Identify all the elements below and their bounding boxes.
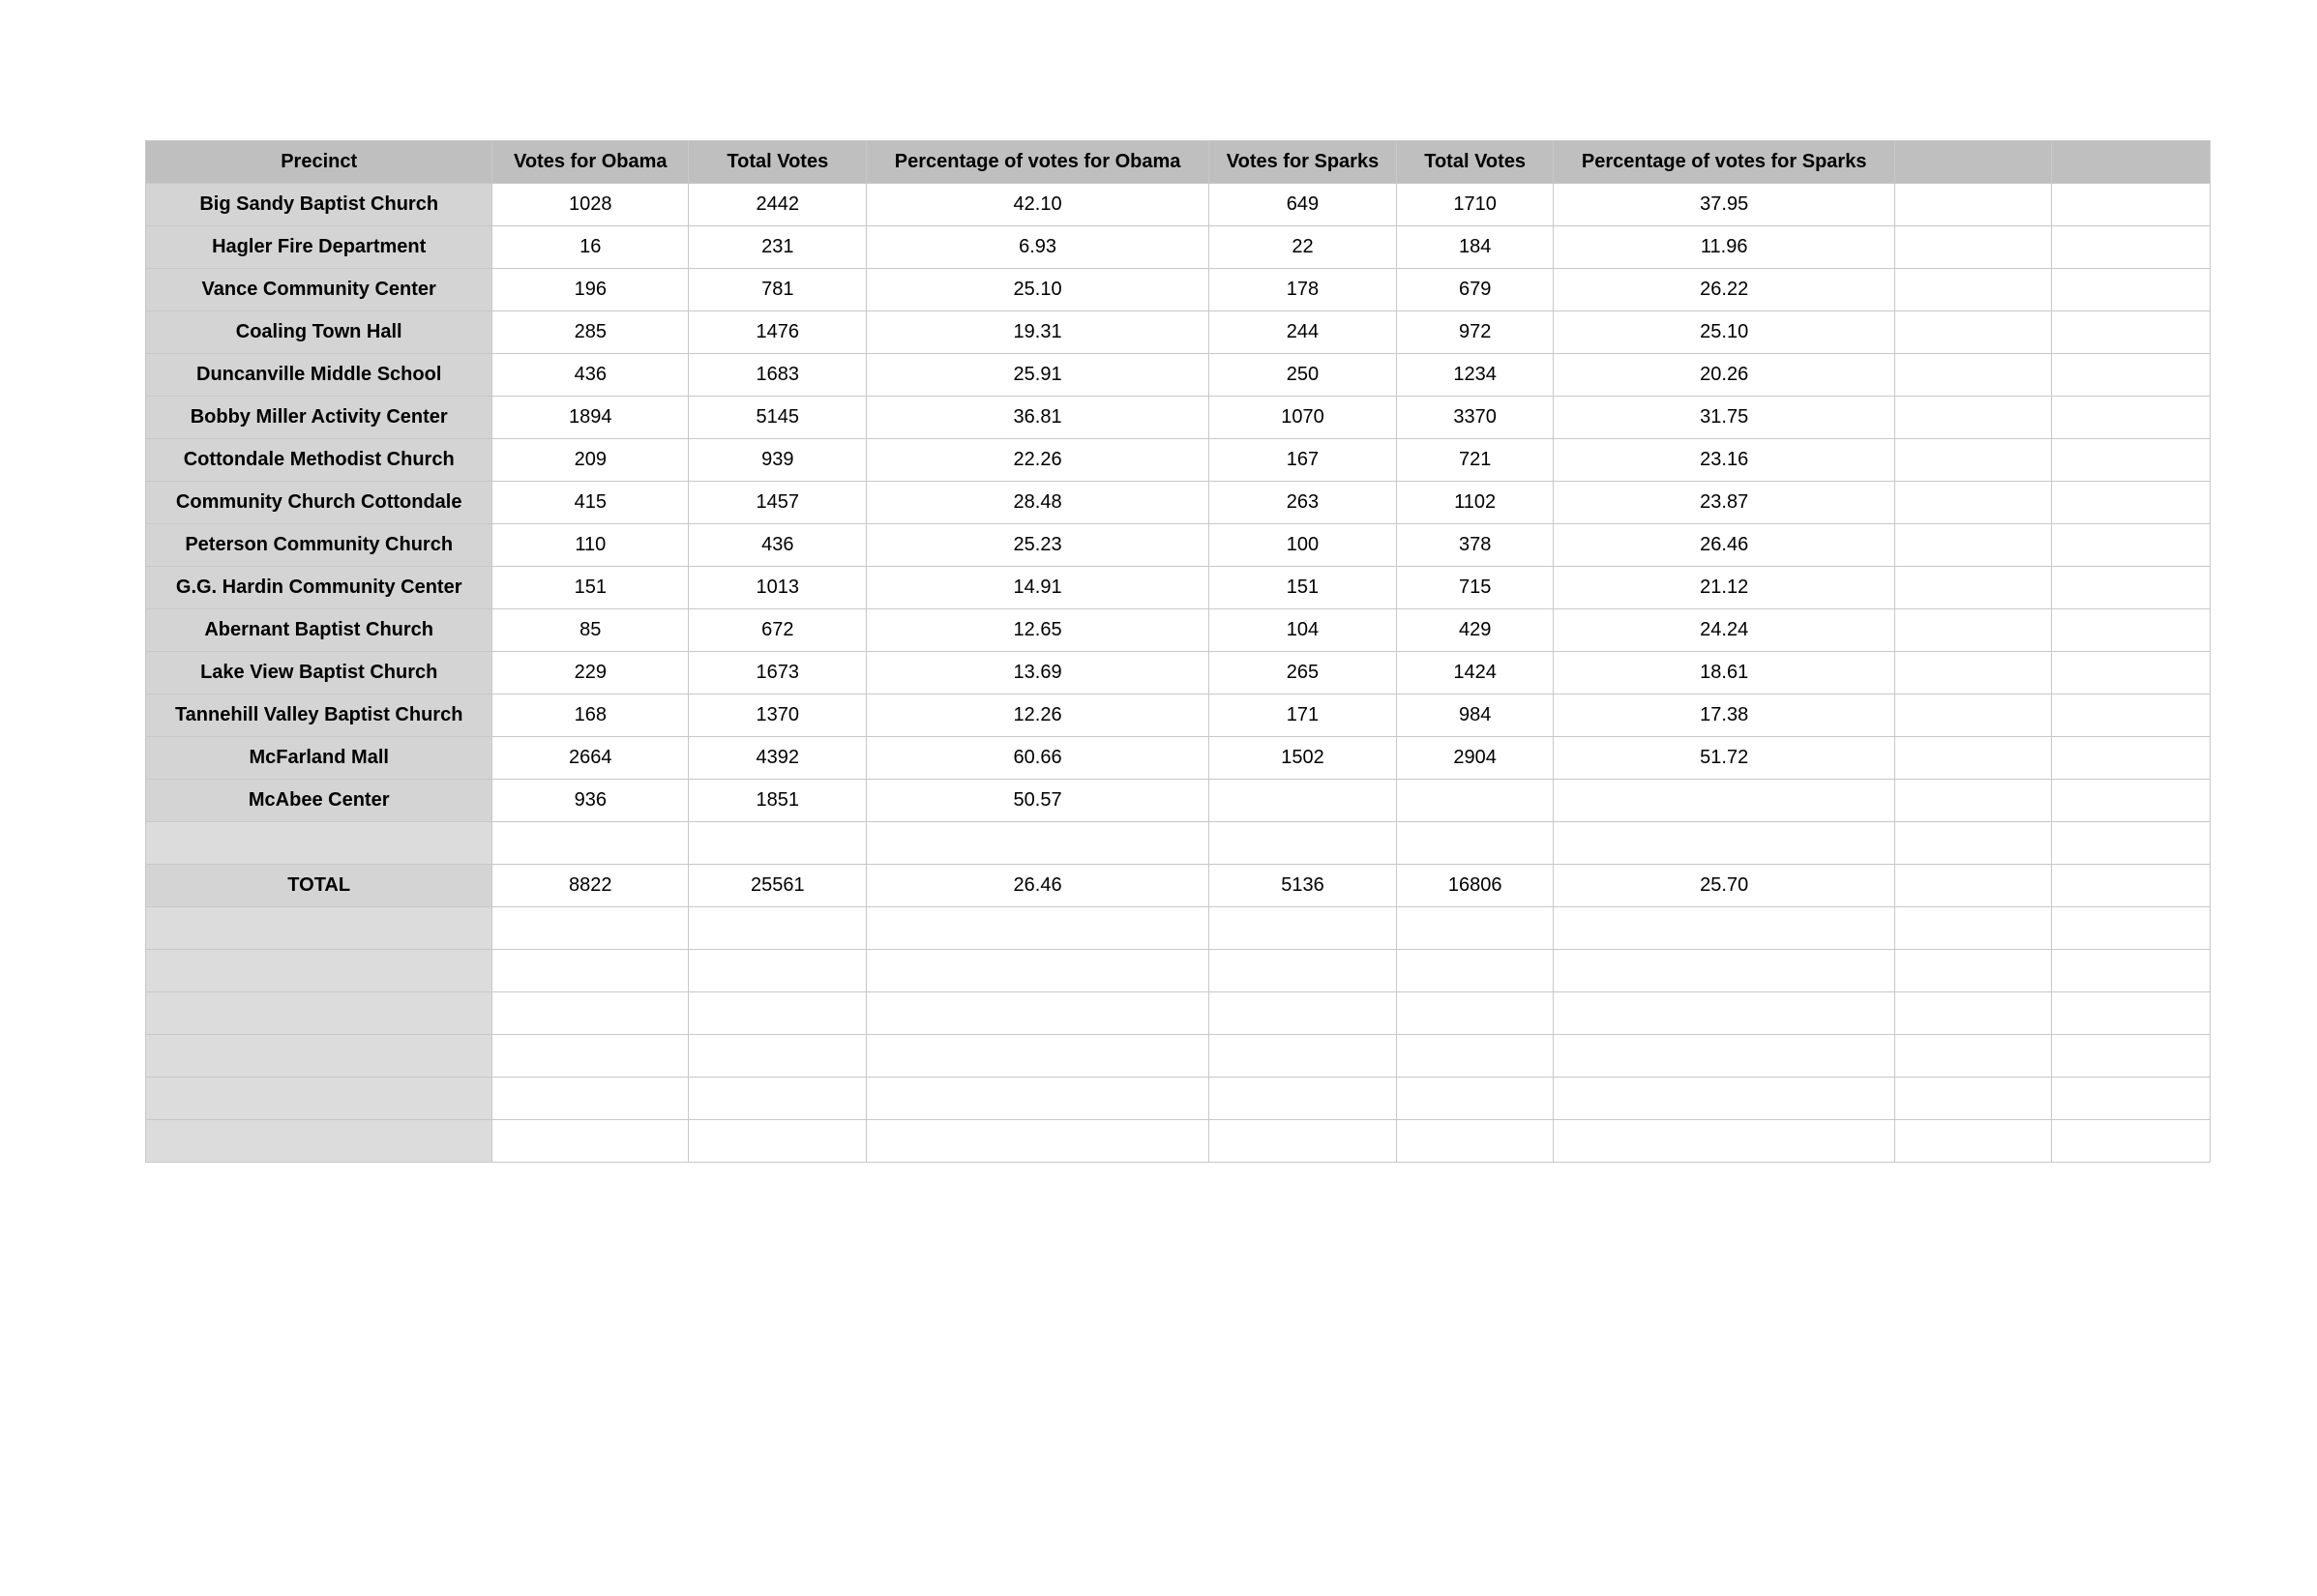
cell[interactable] — [689, 822, 867, 865]
cell[interactable] — [1895, 907, 2052, 950]
cell[interactable]: 4392 — [689, 737, 867, 780]
row-label[interactable] — [146, 1120, 492, 1163]
cell[interactable]: 1710 — [1397, 184, 1554, 226]
cell[interactable] — [2052, 354, 2211, 397]
cell[interactable]: 781 — [689, 269, 867, 311]
cell[interactable]: 1102 — [1397, 482, 1554, 524]
cell[interactable]: 110 — [492, 524, 689, 567]
cell[interactable]: 167 — [1208, 439, 1397, 482]
cell[interactable]: 1013 — [689, 567, 867, 609]
table-row — [146, 184, 2211, 226]
row-label[interactable] — [146, 822, 492, 865]
cell[interactable] — [2052, 992, 2211, 1035]
cell[interactable]: 1028 — [492, 184, 689, 226]
cell[interactable]: 23.87 — [1554, 482, 1895, 524]
cell[interactable]: 5145 — [689, 397, 867, 439]
table-row — [146, 652, 2211, 695]
cell[interactable] — [1208, 1078, 1397, 1120]
cell[interactable] — [1397, 780, 1554, 822]
cell[interactable]: 25.23 — [867, 524, 1208, 567]
row-label[interactable] — [146, 907, 492, 950]
cell[interactable]: 1673 — [689, 652, 867, 695]
cell[interactable] — [2052, 311, 2211, 354]
cell[interactable] — [1895, 524, 2052, 567]
column-header-4[interactable]: Votes for Sparks — [1208, 141, 1397, 184]
cell[interactable] — [1208, 1035, 1397, 1078]
cell[interactable]: 378 — [1397, 524, 1554, 567]
cell[interactable]: 721 — [1397, 439, 1554, 482]
cell[interactable]: 2664 — [492, 737, 689, 780]
cell[interactable]: 12.65 — [867, 609, 1208, 652]
cell[interactable] — [2052, 652, 2211, 695]
cell[interactable] — [1554, 950, 1895, 992]
cell[interactable]: 42.10 — [867, 184, 1208, 226]
cell[interactable]: 972 — [1397, 311, 1554, 354]
cell[interactable]: 672 — [689, 609, 867, 652]
cell[interactable]: 229 — [492, 652, 689, 695]
row-label[interactable]: Coaling Town Hall — [146, 311, 492, 354]
cell[interactable]: 171 — [1208, 695, 1397, 737]
cell[interactable]: 50.57 — [867, 780, 1208, 822]
cell[interactable]: 196 — [492, 269, 689, 311]
table-row — [146, 737, 2211, 780]
cell[interactable] — [2052, 865, 2211, 907]
cell[interactable]: 1370 — [689, 695, 867, 737]
cell[interactable] — [492, 1035, 689, 1078]
cell[interactable]: 250 — [1208, 354, 1397, 397]
table-row — [146, 1078, 2211, 1120]
column-header-1[interactable]: Votes for Obama — [492, 141, 689, 184]
cell[interactable] — [2052, 1078, 2211, 1120]
cell[interactable] — [2052, 184, 2211, 226]
cell[interactable]: 3370 — [1397, 397, 1554, 439]
cell[interactable] — [2052, 1035, 2211, 1078]
cell[interactable]: 31.75 — [1554, 397, 1895, 439]
cell[interactable]: 51.72 — [1554, 737, 1895, 780]
cell[interactable] — [492, 1120, 689, 1163]
cell[interactable]: 26.46 — [1554, 524, 1895, 567]
cell[interactable]: 936 — [492, 780, 689, 822]
cell[interactable] — [1554, 780, 1895, 822]
column-header-0[interactable]: Precinct — [146, 141, 492, 184]
cell[interactable] — [1397, 822, 1554, 865]
cell[interactable] — [867, 1078, 1208, 1120]
table-body — [146, 184, 2211, 1163]
cell[interactable] — [867, 992, 1208, 1035]
cell[interactable] — [2052, 439, 2211, 482]
cell[interactable] — [1895, 269, 2052, 311]
cell[interactable] — [1554, 992, 1895, 1035]
cell[interactable]: 18.61 — [1554, 652, 1895, 695]
cell[interactable]: 939 — [689, 439, 867, 482]
cell[interactable]: 151 — [492, 567, 689, 609]
cell[interactable]: 36.81 — [867, 397, 1208, 439]
cell[interactable] — [1397, 1078, 1554, 1120]
cell[interactable] — [2052, 226, 2211, 269]
cell[interactable] — [1895, 567, 2052, 609]
cell[interactable]: 28.48 — [867, 482, 1208, 524]
cell[interactable]: 1851 — [689, 780, 867, 822]
table-row — [146, 992, 2211, 1035]
cell[interactable] — [1397, 1035, 1554, 1078]
row-label[interactable]: Cottondale Methodist Church — [146, 439, 492, 482]
cell[interactable]: 231 — [689, 226, 867, 269]
cell[interactable] — [867, 822, 1208, 865]
cell[interactable] — [492, 950, 689, 992]
cell[interactable] — [2052, 1120, 2211, 1163]
table-row — [146, 397, 2211, 439]
cell[interactable] — [689, 1078, 867, 1120]
cell[interactable] — [2052, 822, 2211, 865]
cell[interactable] — [2052, 482, 2211, 524]
cell[interactable] — [1397, 992, 1554, 1035]
table-row — [146, 311, 2211, 354]
cell[interactable] — [867, 950, 1208, 992]
cell[interactable] — [1554, 1035, 1895, 1078]
header-row — [146, 141, 2211, 184]
column-header-8[interactable] — [2052, 141, 2211, 184]
row-label[interactable] — [146, 950, 492, 992]
cell[interactable] — [1397, 907, 1554, 950]
cell[interactable] — [2052, 397, 2211, 439]
cell[interactable]: 25.10 — [867, 269, 1208, 311]
cell[interactable]: 22 — [1208, 226, 1397, 269]
cell[interactable] — [1554, 907, 1895, 950]
cell[interactable] — [867, 1120, 1208, 1163]
row-label[interactable]: Big Sandy Baptist Church — [146, 184, 492, 226]
cell[interactable] — [1208, 822, 1397, 865]
cell[interactable]: 209 — [492, 439, 689, 482]
cell[interactable]: 25.70 — [1554, 865, 1895, 907]
cell[interactable]: 19.31 — [867, 311, 1208, 354]
cell[interactable] — [2052, 695, 2211, 737]
table-row — [146, 567, 2211, 609]
cell[interactable]: 16806 — [1397, 865, 1554, 907]
cell[interactable] — [1895, 1120, 2052, 1163]
column-header-7[interactable] — [1895, 141, 2052, 184]
cell[interactable]: 11.96 — [1554, 226, 1895, 269]
row-label[interactable] — [146, 1035, 492, 1078]
table-row — [146, 354, 2211, 397]
row-label[interactable] — [146, 992, 492, 1035]
row-label[interactable]: Abernant Baptist Church — [146, 609, 492, 652]
cell[interactable] — [689, 950, 867, 992]
cell[interactable] — [2052, 567, 2211, 609]
cell[interactable]: 25561 — [689, 865, 867, 907]
cell[interactable] — [1208, 992, 1397, 1035]
cell[interactable] — [689, 1035, 867, 1078]
row-label[interactable] — [146, 1078, 492, 1120]
cell[interactable]: 25.10 — [1554, 311, 1895, 354]
cell[interactable]: 984 — [1397, 695, 1554, 737]
table-row — [146, 695, 2211, 737]
cell[interactable] — [1895, 184, 2052, 226]
cell[interactable]: 5136 — [1208, 865, 1397, 907]
column-header-3[interactable]: Percentage of votes for Obama — [867, 141, 1208, 184]
cell[interactable] — [1208, 780, 1397, 822]
column-header-5[interactable]: Total Votes — [1397, 141, 1554, 184]
cell[interactable]: 104 — [1208, 609, 1397, 652]
cell[interactable] — [1554, 1120, 1895, 1163]
cell[interactable]: 1424 — [1397, 652, 1554, 695]
cell[interactable] — [2052, 609, 2211, 652]
cell[interactable]: 184 — [1397, 226, 1554, 269]
cell[interactable] — [1208, 950, 1397, 992]
cell[interactable]: 26.22 — [1554, 269, 1895, 311]
cell[interactable]: 415 — [492, 482, 689, 524]
row-label[interactable]: TOTAL — [146, 865, 492, 907]
cell[interactable] — [2052, 780, 2211, 822]
cell[interactable]: 21.12 — [1554, 567, 1895, 609]
cell[interactable]: 13.69 — [867, 652, 1208, 695]
cell[interactable]: 100 — [1208, 524, 1397, 567]
cell[interactable] — [1895, 397, 2052, 439]
table-row — [146, 1120, 2211, 1163]
table-header — [146, 141, 2211, 184]
cell[interactable] — [1895, 311, 2052, 354]
cell[interactable]: 60.66 — [867, 737, 1208, 780]
cell[interactable] — [1895, 780, 2052, 822]
cell[interactable]: 244 — [1208, 311, 1397, 354]
row-label[interactable]: Peterson Community Church — [146, 524, 492, 567]
cell[interactable] — [2052, 524, 2211, 567]
cell[interactable]: 6.93 — [867, 226, 1208, 269]
cell[interactable] — [1895, 609, 2052, 652]
cell[interactable] — [1895, 439, 2052, 482]
cell[interactable]: 151 — [1208, 567, 1397, 609]
row-label[interactable]: Community Church Cottondale — [146, 482, 492, 524]
cell[interactable]: 85 — [492, 609, 689, 652]
cell[interactable] — [1895, 737, 2052, 780]
cell[interactable]: 2904 — [1397, 737, 1554, 780]
cell[interactable]: 1070 — [1208, 397, 1397, 439]
cell[interactable] — [492, 822, 689, 865]
cell[interactable]: 1234 — [1397, 354, 1554, 397]
cell[interactable]: 1894 — [492, 397, 689, 439]
cell[interactable] — [1895, 226, 2052, 269]
cell[interactable]: 20.26 — [1554, 354, 1895, 397]
cell[interactable]: 1502 — [1208, 737, 1397, 780]
cell[interactable] — [492, 907, 689, 950]
cell[interactable]: 25.91 — [867, 354, 1208, 397]
row-label[interactable]: G.G. Hardin Community Center — [146, 567, 492, 609]
cell[interactable]: 24.24 — [1554, 609, 1895, 652]
cell[interactable] — [492, 1078, 689, 1120]
cell[interactable]: 715 — [1397, 567, 1554, 609]
table-row — [146, 950, 2211, 992]
cell[interactable]: 23.16 — [1554, 439, 1895, 482]
cell[interactable] — [867, 1035, 1208, 1078]
table-row — [146, 865, 2211, 907]
cell[interactable] — [689, 907, 867, 950]
row-label[interactable]: Hagler Fire Department — [146, 226, 492, 269]
cell[interactable] — [867, 907, 1208, 950]
precinct-results-table — [145, 140, 2211, 1163]
row-label[interactable]: Vance Community Center — [146, 269, 492, 311]
cell[interactable] — [1208, 1120, 1397, 1163]
table-row — [146, 822, 2211, 865]
cell[interactable] — [1208, 907, 1397, 950]
cell[interactable]: 168 — [492, 695, 689, 737]
cell[interactable] — [1895, 1035, 2052, 1078]
table-row — [146, 439, 2211, 482]
cell[interactable] — [2052, 737, 2211, 780]
cell[interactable]: 26.46 — [867, 865, 1208, 907]
cell[interactable]: 14.91 — [867, 567, 1208, 609]
cell[interactable]: 12.26 — [867, 695, 1208, 737]
cell[interactable] — [1895, 950, 2052, 992]
cell[interactable]: 1457 — [689, 482, 867, 524]
cell[interactable] — [1895, 354, 2052, 397]
column-header-2[interactable]: Total Votes — [689, 141, 867, 184]
cell[interactable]: 436 — [492, 354, 689, 397]
table-row — [146, 482, 2211, 524]
row-label[interactable]: Tannehill Valley Baptist Church — [146, 695, 492, 737]
cell[interactable]: 8822 — [492, 865, 689, 907]
cell[interactable] — [1895, 992, 2052, 1035]
cell[interactable]: 649 — [1208, 184, 1397, 226]
cell[interactable]: 679 — [1397, 269, 1554, 311]
row-label[interactable]: McFarland Mall — [146, 737, 492, 780]
cell[interactable]: 37.95 — [1554, 184, 1895, 226]
cell[interactable] — [1895, 652, 2052, 695]
cell[interactable]: 1476 — [689, 311, 867, 354]
table-row — [146, 1035, 2211, 1078]
table-row — [146, 269, 2211, 311]
cell[interactable]: 22.26 — [867, 439, 1208, 482]
cell[interactable]: 429 — [1397, 609, 1554, 652]
table-row — [146, 907, 2211, 950]
table-row — [146, 524, 2211, 567]
cell[interactable] — [689, 1120, 867, 1163]
cell[interactable] — [492, 992, 689, 1035]
cell[interactable]: 1683 — [689, 354, 867, 397]
cell[interactable]: 265 — [1208, 652, 1397, 695]
row-label[interactable]: McAbee Center — [146, 780, 492, 822]
column-header-6[interactable]: Percentage of votes for Sparks — [1554, 141, 1895, 184]
cell[interactable]: 263 — [1208, 482, 1397, 524]
cell[interactable]: 436 — [689, 524, 867, 567]
cell[interactable]: 17.38 — [1554, 695, 1895, 737]
cell[interactable] — [1895, 695, 2052, 737]
cell[interactable] — [1895, 1078, 2052, 1120]
cell[interactable] — [1554, 1078, 1895, 1120]
row-label[interactable]: Bobby Miller Activity Center — [146, 397, 492, 439]
table-row — [146, 226, 2211, 269]
spreadsheet-area — [145, 140, 2211, 1163]
cell[interactable] — [1397, 950, 1554, 992]
cell[interactable] — [1397, 1120, 1554, 1163]
cell[interactable] — [1554, 822, 1895, 865]
table-row — [146, 780, 2211, 822]
cell[interactable]: 285 — [492, 311, 689, 354]
row-label[interactable]: Lake View Baptist Church — [146, 652, 492, 695]
cell[interactable]: 178 — [1208, 269, 1397, 311]
cell[interactable] — [2052, 907, 2211, 950]
cell[interactable]: 16 — [492, 226, 689, 269]
cell[interactable] — [689, 992, 867, 1035]
cell[interactable] — [1895, 822, 2052, 865]
row-label[interactable]: Duncanville Middle School — [146, 354, 492, 397]
cell[interactable] — [1895, 482, 2052, 524]
cell[interactable] — [2052, 950, 2211, 992]
cell[interactable] — [1895, 865, 2052, 907]
cell[interactable]: 2442 — [689, 184, 867, 226]
cell[interactable] — [2052, 269, 2211, 311]
table-row — [146, 609, 2211, 652]
